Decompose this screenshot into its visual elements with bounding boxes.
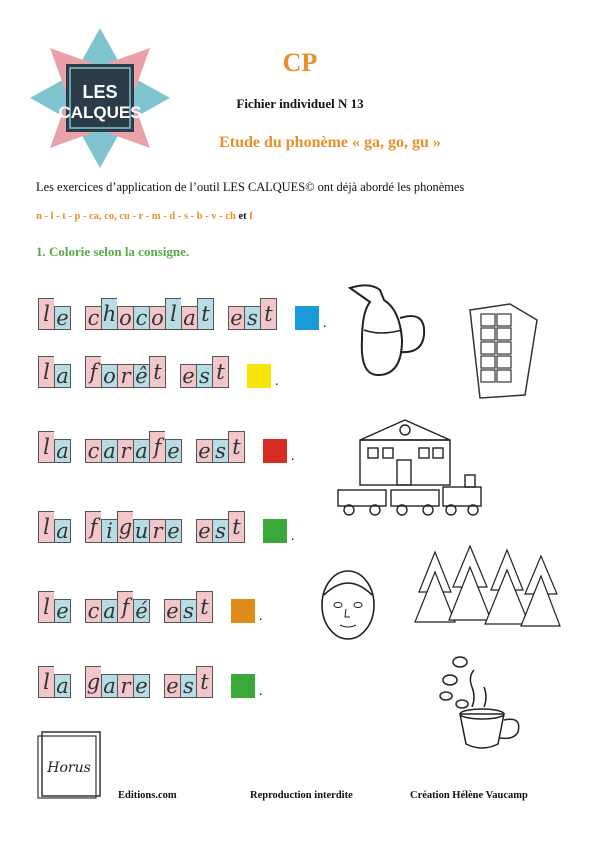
footer-reproduction: Reproduction interdite [250,790,353,801]
letter-cell: s [212,439,228,463]
letter-cell: i [101,519,117,543]
letter-cell: r [117,674,133,698]
level-title: CP [282,48,318,77]
letter-cell: e [164,674,180,698]
line-period: . [291,449,295,464]
letter-cell: t [260,298,277,330]
letter-cell: c [133,306,149,330]
logo-text-calques: CALQUES [58,103,142,122]
letter-cell: a [54,674,71,698]
letter-cell: e [228,306,244,330]
line-period: . [259,609,263,624]
letter-cell: s [180,674,196,698]
letter-cell: c [85,439,101,463]
letter-cell: t [228,511,245,543]
exercise-line [38,292,327,332]
line-period: . [275,374,279,389]
cursive-word [38,435,71,465]
cursive-word [196,435,245,465]
phoneme-list-last: f [249,211,253,222]
exercise-line [38,660,263,700]
color-swatch [247,364,271,388]
intro-text: Les exercices d’application de l’outil LES CALQUES© ont déjà abordé les phonèmes [36,180,465,194]
letter-cell: a [133,439,149,463]
cursive-word [85,435,182,465]
cursive-word [38,515,71,545]
letter-cell: c [85,599,101,623]
exercise-line [38,585,263,625]
letter-cell: e [165,519,182,543]
letter-cell: f [85,511,101,543]
footer-editions: Editions.com [118,790,177,801]
letter-cell: t [149,356,166,388]
color-swatch [231,599,255,623]
phoneme-topic: Etude du phonème « ga, go, gu » [219,134,441,151]
letter-cell: s [212,519,228,543]
phoneme-list-et: et [238,211,247,222]
letter-cell: a [54,364,71,388]
horus-logo [36,728,116,800]
cursive-word [228,302,277,332]
letter-cell: a [181,306,197,330]
letter-cell: a [54,439,71,463]
letter-cell: l [38,666,54,698]
les-calques-logo [30,28,170,168]
color-swatch [263,439,287,463]
cursive-word [38,595,71,625]
letter-cell: r [117,364,133,388]
exercise-line [38,505,295,545]
letter-cell: e [164,599,180,623]
letter-cell: a [101,674,117,698]
cursive-word [38,670,71,700]
color-swatch [263,519,287,543]
letter-cell: s [180,599,196,623]
letter-cell: e [196,519,212,543]
color-swatch [295,306,319,330]
letter-cell: t [197,298,214,330]
exercise-line [38,425,295,465]
cursive-word [180,360,229,390]
cursive-word [38,302,71,332]
letter-cell: r [149,519,165,543]
letter-cell: h [101,298,117,330]
letter-cell: t [196,666,213,698]
letter-cell: l [38,298,54,330]
letter-cell: u [134,519,149,543]
cursive-word [85,670,150,700]
coffee-illustration [432,652,527,757]
letter-cell: e [165,439,182,463]
horus-logo-text: Horus [47,760,91,776]
color-swatch [231,674,255,698]
face-illustration [318,565,378,650]
forest-illustration [415,542,560,639]
station-train-illustration [335,415,495,525]
letter-cell: l [38,431,54,463]
jug-illustration [340,280,430,385]
exercise-instruction: 1. Colorie selon la consigne. [36,244,190,259]
letter-cell: f [149,431,165,463]
line-period: . [259,684,263,699]
cursive-word [164,670,213,700]
letter-cell: l [38,591,54,623]
letter-cell: e [54,306,71,330]
letter-cell: l [38,356,54,388]
exercise-line [38,350,279,390]
letter-cell: l [38,511,54,543]
letter-cell: ê [133,364,149,388]
cursive-word [38,360,71,390]
cursive-word [85,302,214,332]
letter-cell: l [165,298,181,330]
footer-creation: Création Hélène Vaucamp [410,790,528,801]
cursive-word [85,595,150,625]
letter-cell: t [212,356,229,388]
letter-cell: é [133,599,150,623]
letter-cell: e [196,439,212,463]
letter-cell: e [54,599,71,623]
letter-cell: o [101,364,117,388]
letter-cell: f [85,356,101,388]
chocolate-illustration [465,300,545,405]
letter-cell: r [117,439,133,463]
letter-cell: e [133,674,150,698]
letter-cell: o [117,306,133,330]
letter-cell: a [54,519,71,543]
letter-cell: o [149,306,165,330]
letter-cell: g [85,666,101,698]
letter-cell: c [85,306,101,330]
cursive-word [196,515,245,545]
cursive-word [85,360,166,390]
cursive-word [164,595,213,625]
line-period: . [323,316,327,331]
phoneme-list [36,211,253,222]
letter-cell: s [244,306,260,330]
file-subtitle: Fichier individuel N 13 [236,96,364,111]
letter-cell: g [117,511,133,543]
letter-cell: a [101,599,117,623]
letter-cell: f [117,591,133,623]
line-period: . [291,529,295,544]
letter-cell: t [196,591,213,623]
letter-cell: t [228,431,245,463]
letter-cell: s [196,364,212,388]
letter-cell: a [101,439,117,463]
cursive-word [85,515,182,545]
letter-cell: e [180,364,196,388]
logo-text-les: LES [82,82,118,102]
phoneme-list-items: n - l - t - p - ca, co, cu - r - m - d - s - b - v - ch [36,211,236,222]
